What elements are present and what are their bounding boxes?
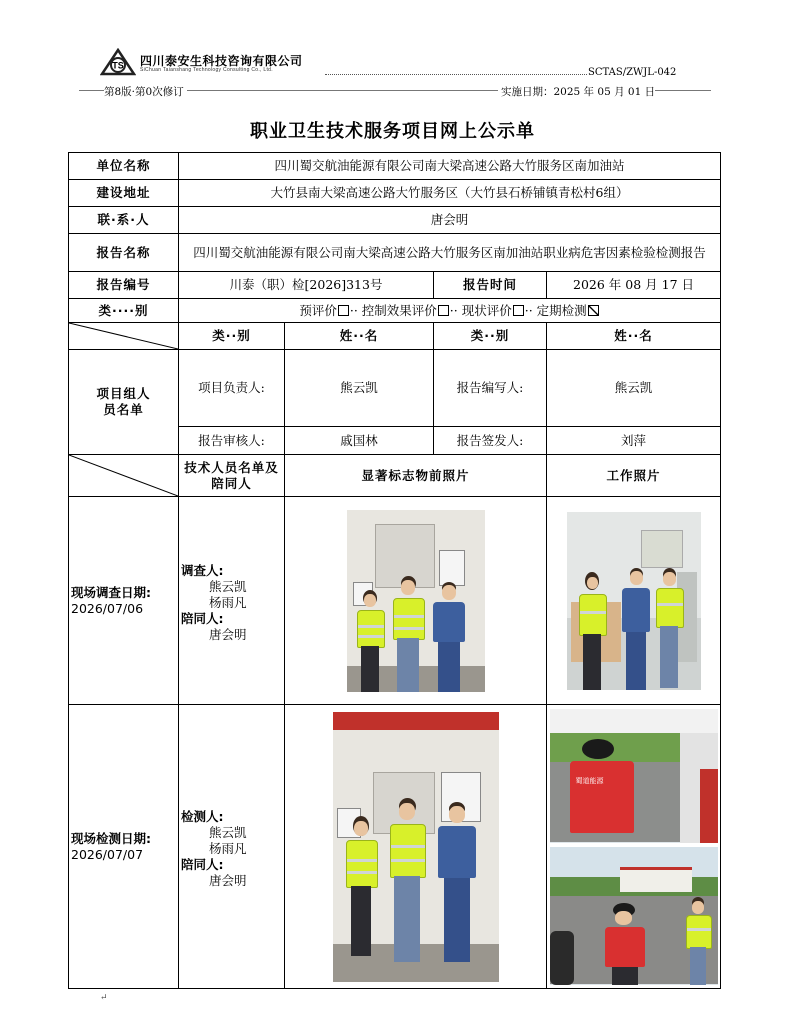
row-contact (69, 207, 721, 234)
writer-name: 熊云凯 (547, 350, 721, 427)
inspection-people-cell (179, 705, 285, 989)
category-options: 预评价 ·· 控制效果评价 ·· 现状评价 ·· 定期检测 (179, 299, 721, 323)
work-photo-header: 工作照片 (547, 455, 721, 497)
inspection-date-cell (69, 705, 179, 989)
checkbox-control (438, 305, 449, 316)
sign-photo-header: 显著标志物前照片 (285, 455, 547, 497)
category-option-status: 现状评价 (462, 303, 525, 318)
members-category-header: 类··别 (179, 323, 285, 350)
contact-value: 唐会明 (179, 207, 721, 234)
category-option-control: 控制效果评价 (362, 303, 450, 318)
implement-date: 实施日期：2025 年 05 月 01 日 (498, 84, 655, 99)
row-inspection (69, 705, 721, 989)
survey-date-label: 现场调查日期: (71, 584, 151, 600)
address-label: 建设地址 (69, 180, 179, 207)
company-name-en: SiChuan Taianshang Technology Consulting Co., Ltd. (140, 67, 273, 73)
reviewer-label: 报告审核人: (179, 427, 285, 455)
svg-text:TS: TS (112, 60, 124, 71)
surveyor-name: 杨雨凡 (209, 594, 247, 610)
row-photo-header (69, 455, 721, 497)
company-logo (100, 48, 136, 78)
survey-work-photo (567, 512, 701, 690)
survey-date-cell (69, 497, 179, 705)
inspection-work-photo-cell (547, 705, 721, 989)
leader-label: 项目负责人: (179, 350, 285, 427)
inspector-name: 熊云凯 (209, 824, 247, 840)
survey-work-photo-cell (547, 497, 721, 705)
inspector-name: 杨雨凡 (209, 840, 247, 856)
unit-name-label: 单位名称 (69, 153, 179, 180)
inspector-role: 检测人: (181, 808, 224, 824)
inspection-date: 2026/07/07 (71, 846, 144, 862)
revision-text: 第8版·第0次修订 (104, 84, 187, 99)
row-address (69, 180, 721, 207)
contact-label: 联·系·人 (69, 207, 179, 234)
page-title: 职业卫生技术服务项目网上公示单 (250, 121, 535, 142)
report-time-label: 报告时间 (434, 272, 547, 299)
document-number: SCTAS/ZWJL-042 (588, 67, 677, 78)
category-option-periodic: 定期检测 (537, 303, 600, 318)
writer-label: 报告编写人: (434, 350, 547, 427)
members-name-header-2: 姓··名 (547, 323, 721, 350)
survey-sign-photo (347, 510, 485, 692)
team-label: 项目组人员名单 (69, 350, 179, 455)
row-survey (69, 497, 721, 705)
report-no-label: 报告编号 (69, 272, 179, 299)
companion-role: 陪同人: (181, 856, 224, 872)
station-sign-text: 蜀道能源 (575, 776, 604, 785)
checkbox-pre-eval (338, 305, 349, 316)
category-option-pre-eval: 预评价 (299, 303, 350, 318)
report-time-value: 2026 年 08 月 17 日 (547, 272, 721, 299)
reviewer-name: 戚国林 (285, 427, 434, 455)
surveyor-role: 调查人: (181, 562, 224, 578)
category-label: 类····别 (69, 299, 179, 323)
tech-list-header: 技术人员名单及陪同人 (179, 455, 285, 497)
report-name-label: 报告名称 (69, 234, 179, 272)
header-dotted-line (325, 74, 587, 75)
address-value: 大竹县南大梁高速公路大竹服务区（大竹县石桥铺镇青松村6组） (179, 180, 721, 207)
row-category (69, 299, 721, 323)
survey-date: 2026/07/06 (71, 600, 144, 616)
survey-people-cell (179, 497, 285, 705)
diagonal-cell (69, 323, 179, 350)
row-members-header (69, 323, 721, 350)
report-no-value: 川泰（职）检[2026]313号 (179, 272, 434, 299)
members-category-header-2: 类··别 (434, 323, 547, 350)
checkbox-periodic (588, 305, 599, 316)
row-report-no (69, 272, 721, 299)
report-name-value: 四川蜀交航油能源有限公司南大梁高速公路大竹服务区南加油站职业病危害因素检验检测报告 (179, 234, 721, 272)
inspection-sign-photo (333, 712, 499, 982)
company-name: 四川泰安生科技咨询有限公司 (140, 54, 303, 68)
row-leader (69, 350, 721, 427)
issuer-name: 刘萍 (547, 427, 721, 455)
unit-name-value: 四川蜀交航油能源有限公司南大梁高速公路大竹服务区南加油站 (179, 153, 721, 180)
inspection-work-photo-1 (550, 709, 718, 843)
companion-name: 唐会明 (209, 626, 247, 642)
row-report-name (69, 234, 721, 272)
issuer-label: 报告签发人: (434, 427, 547, 455)
inspection-date-label: 现场检测日期: (71, 830, 151, 846)
inspection-work-photo-2 (550, 847, 718, 985)
checkbox-status (513, 305, 524, 316)
leader-name: 熊云凯 (285, 350, 434, 427)
companion-name: 唐会明 (209, 872, 247, 888)
disclosure-table (68, 152, 721, 989)
surveyor-name: 熊云凯 (209, 578, 247, 594)
paragraph-mark: ↵ (100, 993, 108, 1003)
survey-sign-photo-cell (285, 497, 547, 705)
inspection-sign-photo-cell (285, 705, 547, 989)
companion-role: 陪同人: (181, 610, 224, 626)
members-name-header: 姓··名 (285, 323, 434, 350)
row-unit-name (69, 153, 721, 180)
diagonal-cell-2 (69, 455, 179, 497)
